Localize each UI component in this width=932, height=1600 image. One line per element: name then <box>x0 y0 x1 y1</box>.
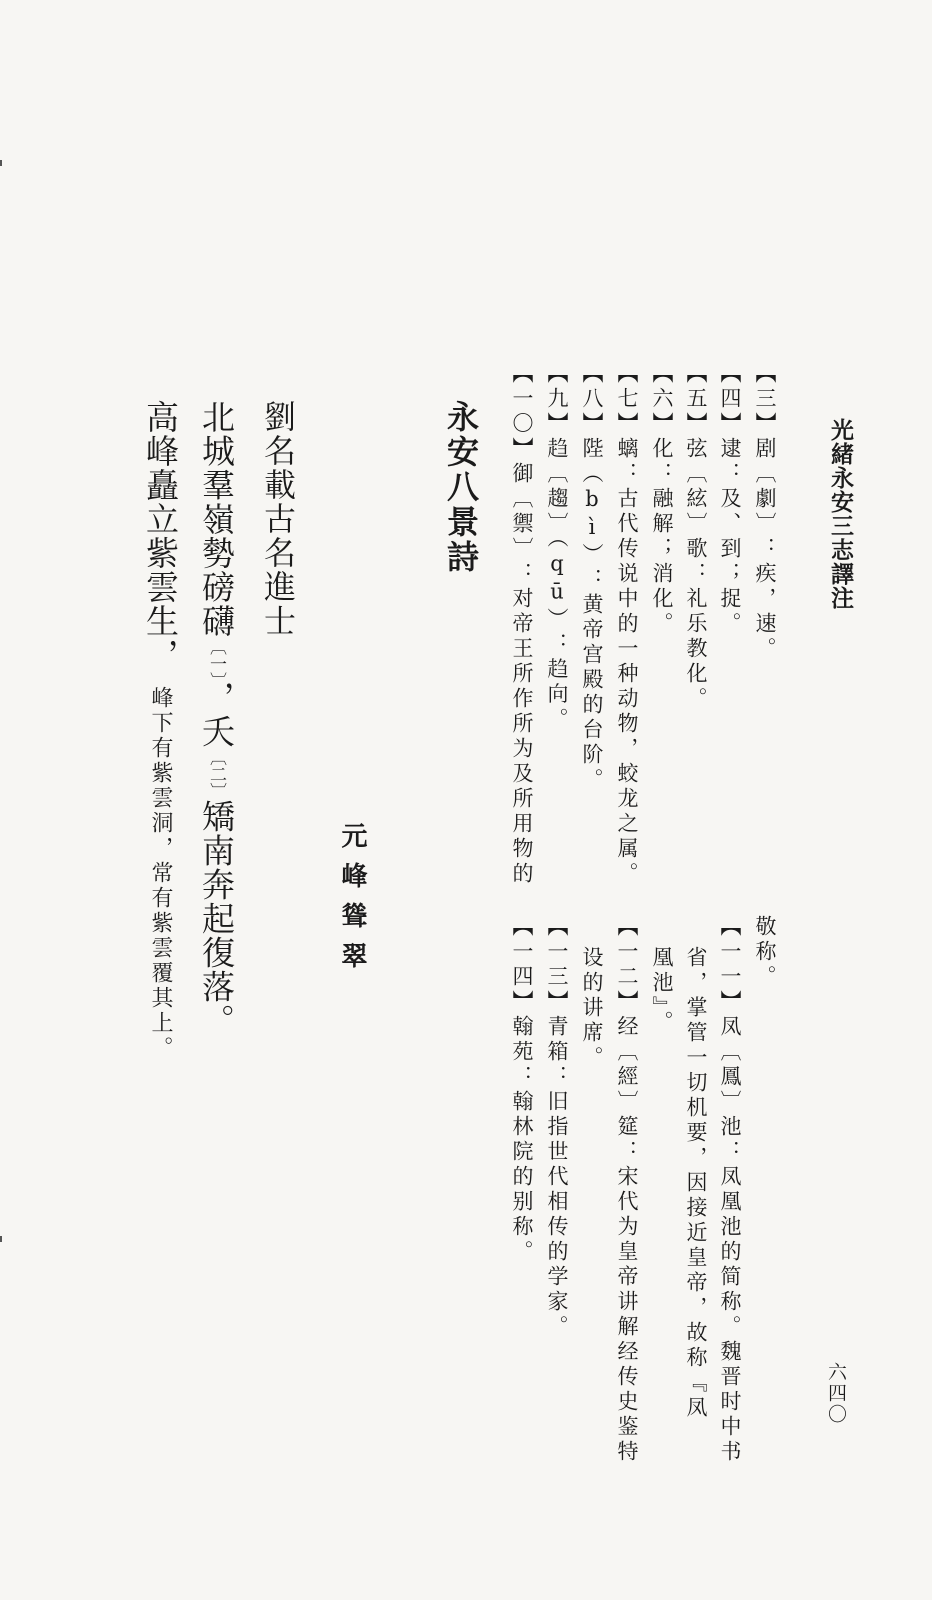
note-6: 【六】化：融解；消化。 <box>650 362 674 637</box>
note-marker-2: 〔二〕 <box>206 748 226 800</box>
note-5: 【五】弦〔絃〕歌：礼乐教化。 <box>684 362 708 712</box>
note-8: 【八】陛（bì）：黄帝宫殿的台阶。 <box>580 362 604 793</box>
note-12: 【一二】经〔經〕筵：宋代为皇帝讲解经传史鉴特 <box>615 915 639 1465</box>
page-number: 六四〇 <box>825 1362 847 1425</box>
poem-title: 元峰聳翠 <box>337 822 367 982</box>
note-11-continued-2: 凰池』。 <box>650 946 674 1036</box>
poem-line-1 <box>196 400 236 1038</box>
scan-speck <box>0 1236 2 1242</box>
note-10: 【一〇】御〔禦〕：对帝王所作所为及所用物的 <box>510 362 534 887</box>
poem-line-2-text: 高峰矗立紫雲生， <box>141 400 180 672</box>
note-7: 【七】螭：古代传说中的一种动物，蛟龙之属。 <box>615 362 639 887</box>
note-3: 【三】剧〔劇〕：疾，速。 <box>753 362 777 662</box>
running-title: 光緒永安三志譯注 <box>827 418 854 610</box>
note-11: 【一一】凤〔鳳〕池：凤凰池的简称。魏晋时中书 <box>718 915 742 1465</box>
scan-speck <box>0 160 2 166</box>
note-13: 【一三】青箱：旧指世代相传的学家。 <box>545 915 569 1340</box>
poem-line-1-part-c: 矯南奔起復落。 <box>197 799 236 1038</box>
poem-line-2-annotation: 峰下有紫雲洞，常有紫雲覆其上。 <box>148 686 173 1061</box>
note-4: 【四】逮：及、到；捉。 <box>718 362 742 637</box>
poem-line-1-part-b: ，夭 <box>197 680 236 749</box>
poem-line-2 <box>140 400 180 1061</box>
note-marker-1: 〔一〕 <box>206 638 226 681</box>
poem-author: 劉名載古名進士 <box>259 400 297 638</box>
poem-line-1-part-a: 北城羣嶺勢磅礴 <box>197 400 236 638</box>
note-11-continued-1: 省，掌管一切机要，因接近皇帝，故称『凤 <box>684 946 708 1421</box>
note-10-continued: 敬称。 <box>753 915 777 990</box>
note-12-continued: 设的讲席。 <box>580 946 604 1071</box>
section-title: 永安八景詩 <box>442 400 480 575</box>
note-9: 【九】趋〔趨〕（qū）：趋向。 <box>545 362 569 733</box>
note-14: 【一四】翰苑：翰林院的别称。 <box>510 915 534 1265</box>
